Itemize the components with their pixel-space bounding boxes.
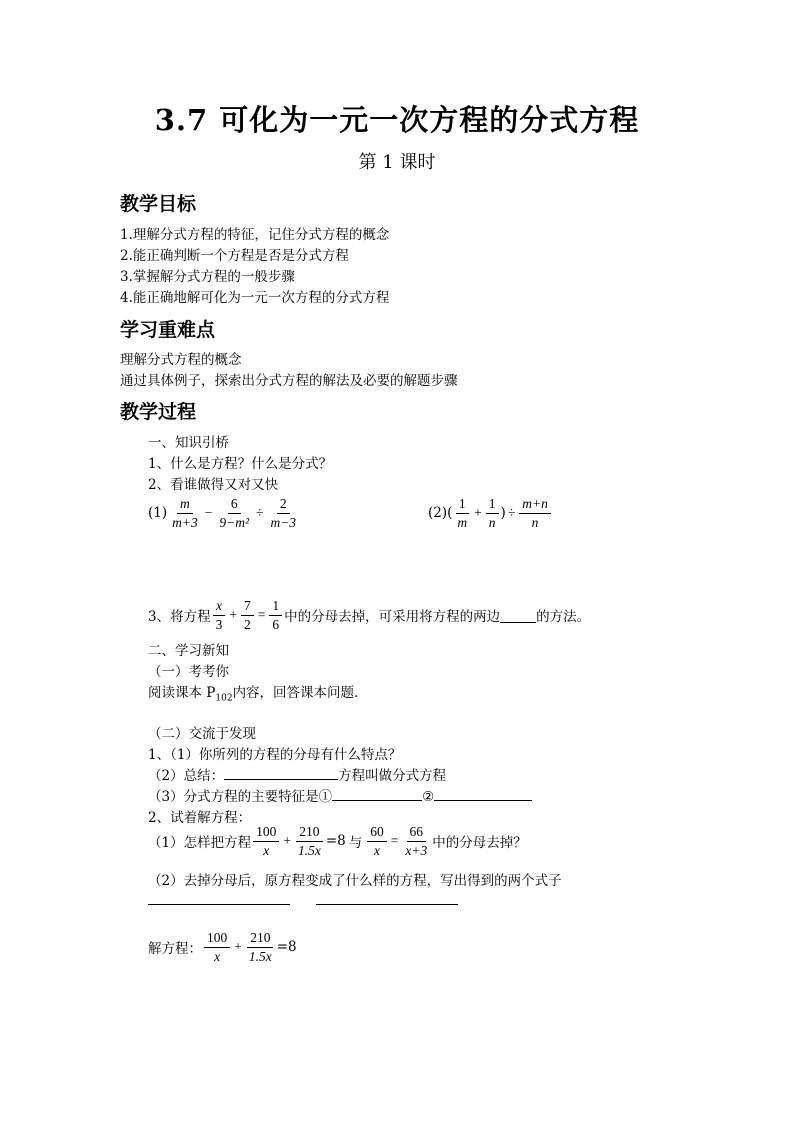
goals-heading: 教学目标 bbox=[120, 193, 197, 215]
expression-2-label: (2) bbox=[428, 505, 448, 522]
question-1: 1、什么是方程？什么是分式？ bbox=[148, 456, 333, 472]
sub1-text: 阅读课本 $P_{102}$内容，回答课本问题． bbox=[148, 685, 368, 704]
fraction: $\frac{66}{x+3}$ bbox=[405, 824, 428, 858]
answer-blank[interactable] bbox=[332, 786, 422, 801]
fraction: $\frac{x}{3}$ bbox=[213, 598, 226, 632]
fraction: $\frac{100}{x}$ bbox=[253, 824, 279, 858]
answer-line[interactable] bbox=[148, 904, 290, 905]
sub2-question-4: 2、试着解方程： bbox=[148, 810, 252, 826]
answer-blank[interactable] bbox=[224, 765, 338, 780]
fraction: $\frac{210}{1.5x}$ bbox=[248, 930, 272, 964]
key-points-heading: 学习重难点 bbox=[120, 319, 216, 341]
goal-item-3: 3.掌握解分式方程的一般步骤 bbox=[120, 269, 295, 285]
fraction: $\frac{1}{m}$ bbox=[457, 496, 468, 530]
page-title: 3.7 可化为一元一次方程的分式方程 bbox=[154, 103, 640, 137]
goal-item-4: 4.能正确地解可化为一元一次方程的分式方程 bbox=[120, 290, 390, 306]
sub2-question-5: （1）怎样把方程 $\frac{100}{x}$ + $\frac{210}{1.5x}$ =8 与 $\frac{60}{x}$ = $\frac{66}{x+3}$ 中的分母去掉？ bbox=[148, 824, 527, 858]
goal-item-1: 1.理解分式方程的特征，记住分式方程的概念 bbox=[120, 227, 390, 243]
fraction: $\frac{2}{m-3}$ bbox=[270, 496, 297, 530]
fraction: $\frac{100}{x}$ bbox=[204, 930, 230, 964]
solve-equation: 解方程： $\frac{100}{x}$ + $\frac{210}{1.5x}$ =8 bbox=[148, 930, 297, 964]
expression-2: (2) ( $\frac{1}{m}$ + $\frac{1}{n}$ ) ÷ $\frac{m+n}{n}$ bbox=[428, 496, 553, 530]
sub2-title: （二）交流于发现 bbox=[148, 726, 256, 742]
part1-title: 一、知识引桥 bbox=[148, 435, 229, 451]
key-point-2: 通过具体例子，探索出分式方程的解法及必要的解题步骤 bbox=[120, 373, 458, 389]
fraction: $\frac{60}{x}$ bbox=[367, 824, 387, 858]
answer-blank[interactable] bbox=[500, 608, 536, 623]
fraction: $\frac{210}{1.5x}$ bbox=[297, 824, 321, 858]
fraction: $\frac{m}{m+3}$ bbox=[172, 496, 198, 530]
fraction: $\frac{1}{n}$ bbox=[486, 496, 499, 530]
question-3: 3、将方程 $\frac{x}{3}$ + $\frac{7}{2}$ = $\frac{1}{6}$ 中的分母去掉，可采用将方程的两边 的方法。 bbox=[148, 598, 591, 632]
fraction: $\frac{7}{2}$ bbox=[241, 598, 254, 632]
answer-line[interactable] bbox=[316, 904, 458, 905]
sub2-question-1: 1、（1）你所列的方程的分母有什么特点？ bbox=[148, 747, 402, 763]
fraction: $\frac{6}{\text{9−m²}}$ bbox=[219, 496, 250, 530]
page-subtitle: 第 1 课时 bbox=[358, 152, 436, 173]
answer-blank[interactable] bbox=[434, 786, 532, 801]
part2-title: 二、学习新知 bbox=[148, 643, 229, 659]
expression-1: (1) $\frac{m}{m+3}$ − $\frac{6}{\text{9−m²}}$ ÷ $\frac{2}{m-3}$ bbox=[148, 496, 301, 530]
question-2: 2、看谁做得又对又快 bbox=[148, 477, 279, 493]
expression-1-label: (1) bbox=[148, 505, 168, 522]
sub2-question-3: （3）分式方程的主要特征是① ② bbox=[148, 785, 532, 805]
fraction: $\frac{1}{6}$ bbox=[269, 598, 282, 632]
sub2-question-2: （2）总结： 方程叫做分式方程 bbox=[148, 764, 446, 784]
sub2-question-6: （2）去掉分母后，原方程变成了什么样的方程，写出得到的两个式子 bbox=[148, 873, 562, 889]
process-heading: 教学过程 bbox=[120, 401, 197, 423]
goal-item-2: 2.能正确判断一个方程是否是分式方程 bbox=[120, 248, 349, 264]
key-point-1: 理解分式方程的概念 bbox=[120, 352, 242, 368]
fraction: $\frac{m+n}{n}$ bbox=[519, 496, 551, 530]
sub1-title: （一）考考你 bbox=[148, 664, 229, 680]
